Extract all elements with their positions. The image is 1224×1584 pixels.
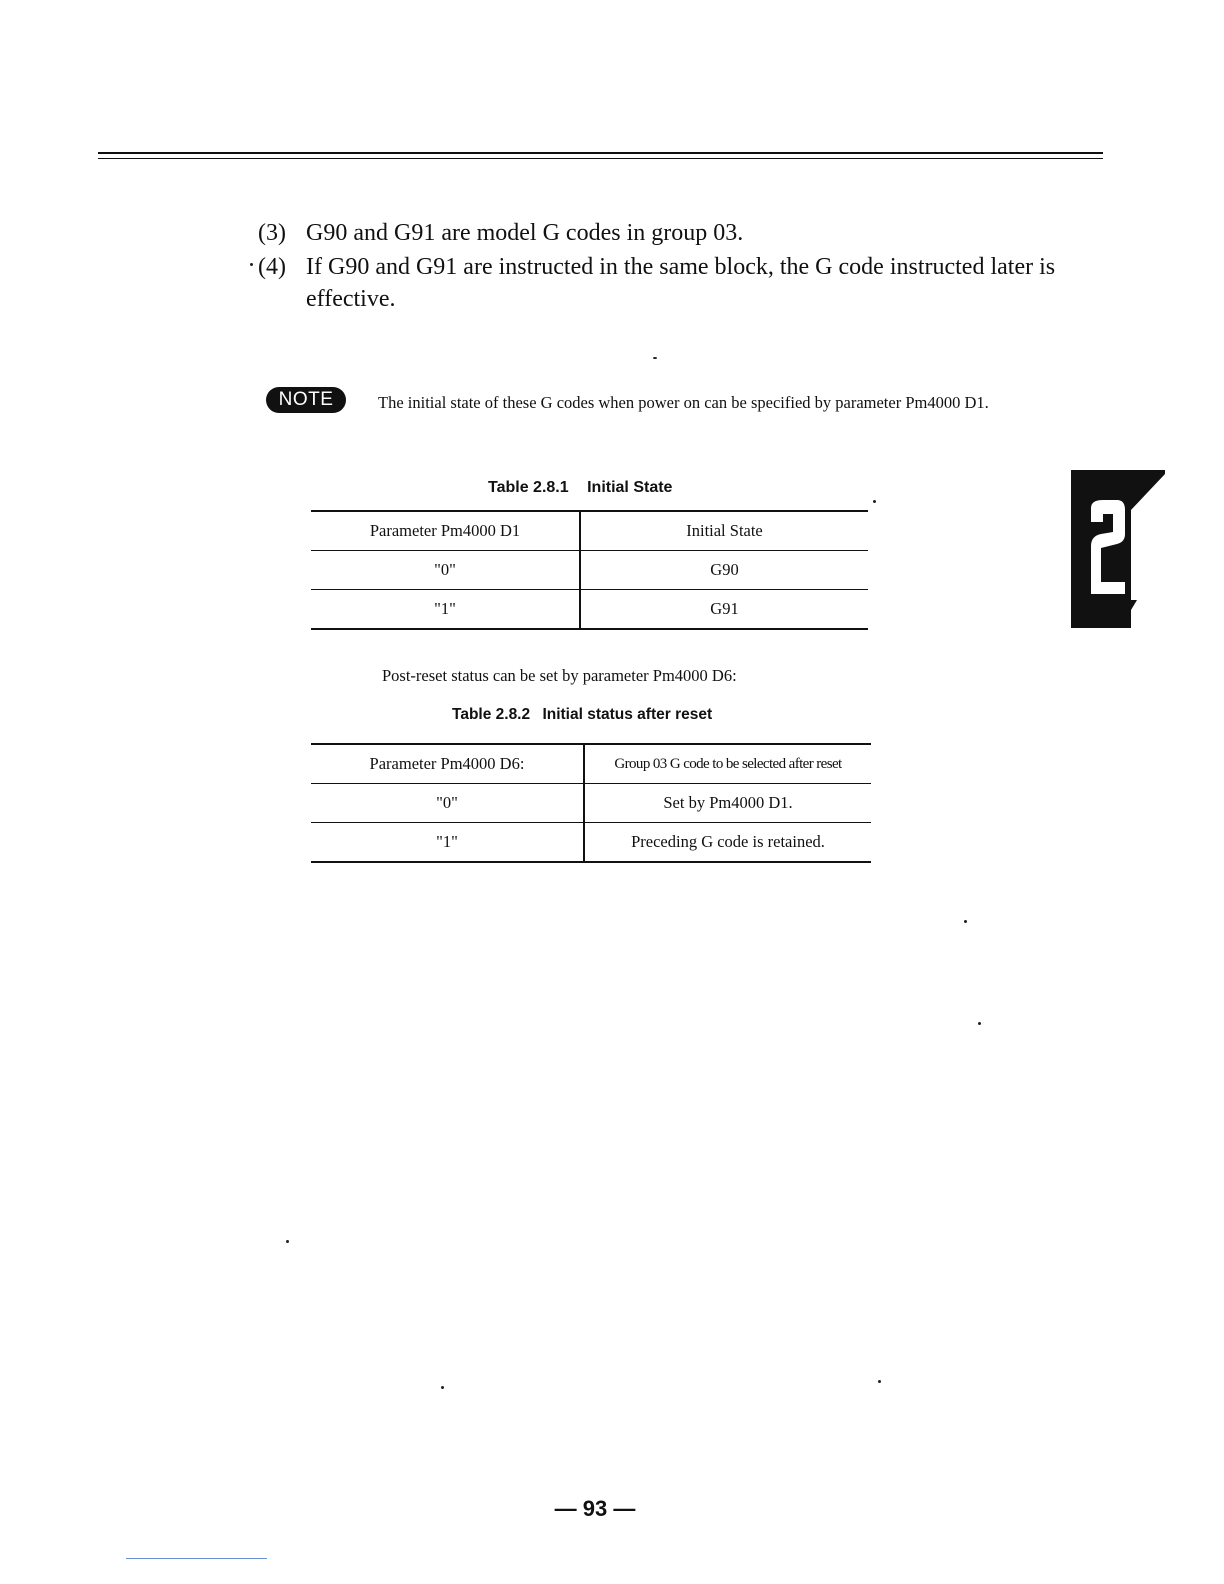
table-header-cell: Initial State xyxy=(580,511,868,551)
table-number: Table 2.8.2 xyxy=(452,706,531,723)
speck xyxy=(878,1380,881,1383)
table-title: Initial status after reset xyxy=(542,706,713,723)
footer-line xyxy=(126,1558,267,1559)
list-item-number: (4) xyxy=(258,254,286,280)
chapter-tab-icon xyxy=(1071,470,1165,628)
table-cell: "0" xyxy=(311,784,584,823)
table-header-cell: Group 03 G code to be selected after reset xyxy=(584,744,871,784)
speck xyxy=(978,1022,981,1025)
table-row xyxy=(311,590,868,630)
note-text: The initial state of these G codes when power on can be specified by parameter Pm4000 D1. xyxy=(378,393,989,412)
table-cell: Set by Pm4000 D1. xyxy=(584,784,871,823)
speck xyxy=(286,1240,289,1243)
top-rule-thin xyxy=(98,158,1103,159)
table-cell: G91 xyxy=(710,599,739,618)
table-caption-1 xyxy=(488,479,672,497)
note-badge: NOTE xyxy=(266,387,346,413)
table-header-cell: Parameter Pm4000 D6: xyxy=(311,744,584,784)
table-header-row xyxy=(311,511,868,551)
speck xyxy=(873,500,876,503)
table-header-cell: Parameter Pm4000 D1 xyxy=(311,511,580,551)
list-item-number: (3) xyxy=(258,220,286,246)
speck xyxy=(653,357,657,359)
list-item-text: If G90 and G91 are instructed in the same block, the G code instructed later is effective. xyxy=(306,254,1056,312)
speck xyxy=(441,1386,444,1389)
table-row xyxy=(311,784,871,823)
table-caption-2 xyxy=(452,706,712,724)
reset-status-table xyxy=(311,743,871,863)
table-row xyxy=(311,551,868,590)
speck xyxy=(964,920,967,923)
table-number: Table 2.8.1 xyxy=(488,479,569,496)
page-number: — 93 — xyxy=(554,1496,636,1521)
top-rule xyxy=(98,152,1103,154)
table-row xyxy=(311,823,871,863)
post-reset-text: Post-reset status can be set by parameter Pm4000 D6: xyxy=(382,666,737,685)
table-cell: Preceding G code is retained. xyxy=(631,832,825,851)
speck xyxy=(250,263,253,266)
table-cell: "0" xyxy=(311,551,580,590)
table-cell: "1" xyxy=(311,823,584,863)
table-cell: "1" xyxy=(311,590,580,630)
table-header-row xyxy=(311,744,871,784)
table-cell: G90 xyxy=(580,551,868,590)
list-item-text: G90 and G91 are model G codes in group 03. xyxy=(306,220,744,246)
initial-state-table xyxy=(311,510,868,630)
table-title: Initial State xyxy=(587,479,673,496)
